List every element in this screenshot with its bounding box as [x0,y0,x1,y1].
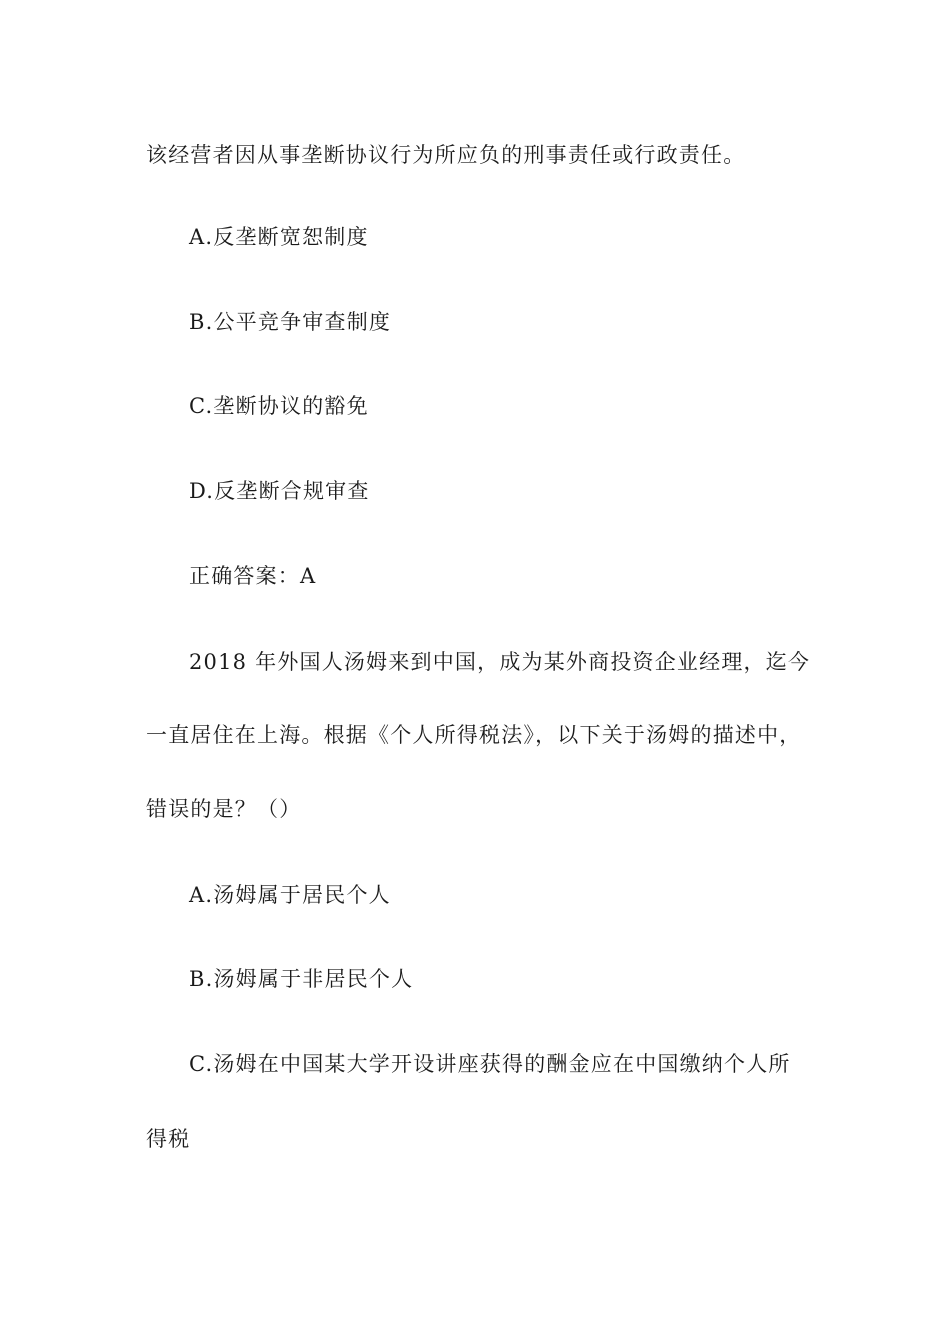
question-2-option-c: C.汤姆在中国某大学开设讲座获得的酬金应在中国缴纳个人所 [189,1052,791,1076]
question-1-option-b: B.公平竞争审查制度 [189,310,392,334]
question-1-answer: 正确答案：A [189,564,317,588]
question-1-option-c: C.垄断协议的豁免 [189,394,369,418]
question-2-option-a: A.汤姆属于居民个人 [189,883,391,907]
question-2-stem-line-2: 一直居住在上海。根据《个人所得税法》，以下关于汤姆的描述中， [146,723,802,747]
question-1-stem-tail: 该经营者因从事垄断协议行为所应负的刑事责任或行政责任。 [146,143,746,167]
question-1-option-a: A.反垄断宽恕制度 [189,225,369,249]
question-2-stem-line-3: 错误的是？（） [146,797,302,821]
question-2-option-b: B.汤姆属于非居民个人 [189,967,414,991]
question-1-option-d: D.反垄断合规审查 [189,479,370,503]
question-2-option-c-continued: 得税 [146,1127,191,1151]
question-2-stem-line-1: 2018 年外国人汤姆来到中国，成为某外商投资企业经理，迄今 [189,650,811,674]
